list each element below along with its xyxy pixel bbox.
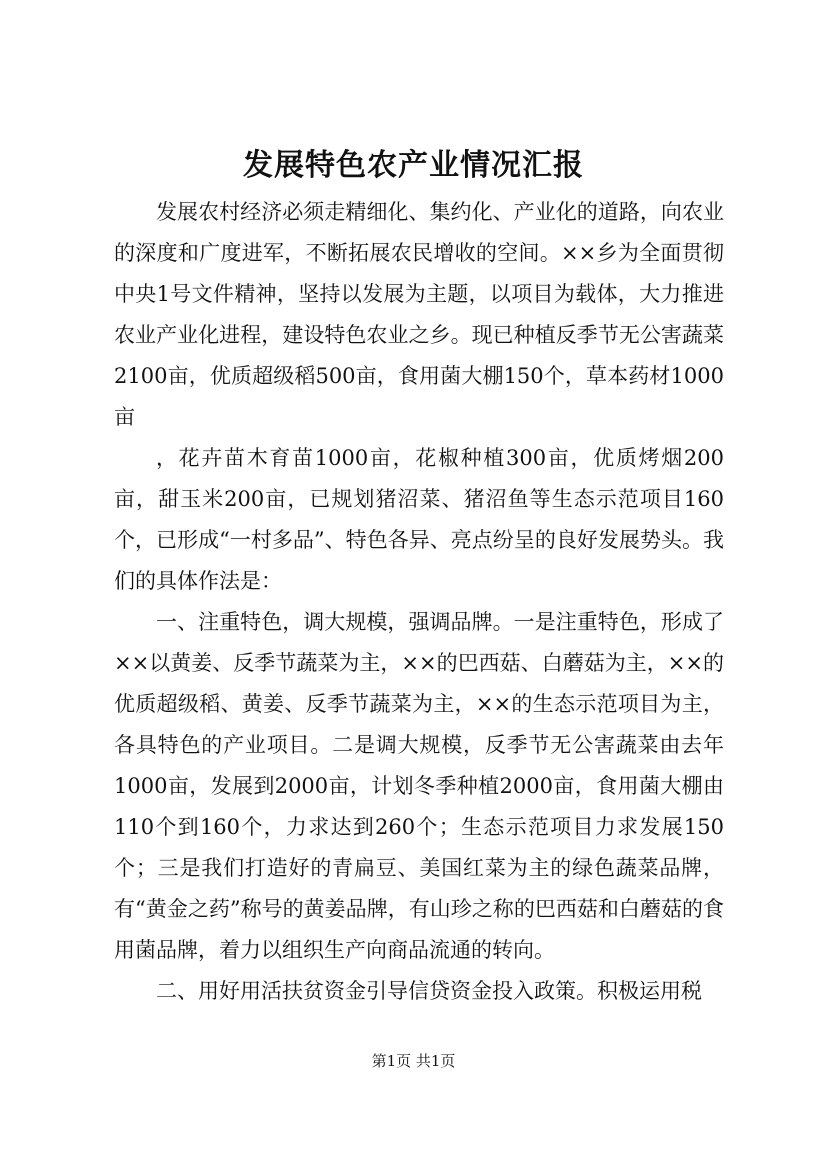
page-footer: 第1页 共1页 [371,1052,456,1070]
document-body [114,192,724,1012]
paragraph: ，花卉苗木育苗1000亩，花椒种植300亩，优质烤烟200亩，甜玉米200亩，已规划猪沼菜、猪沼鱼等生态示范项目160个，已形成“一村多品”、特色各异、亮点纷呈的良好发展势头。我们的具体作法是： [114,446,724,593]
paragraph: 发展农村经济必须走精细化、集约化、产业化的道路，向农业的深度和广度进军，不断拓展农民增收的空间。××乡为全面贯彻中央1号文件精神，坚持以发展为主题，以项目为载体，大力推进农业产业化进程，建设特色农业之乡。现已种植反季节无公害蔬菜2100亩，优质超级稻500亩，食用菌大棚150个，草本药材1000亩 [114,200,724,429]
paragraph: 二、用好用活扶贫资金引导信贷资金投入政策。积极运用税 [156,979,702,1003]
paragraph: 一、注重特色，调大规模，强调品牌。一是注重特色，形成了××以黄姜、反季节蔬菜为主，××的巴西菇、白蘑菇为主，××的优质超级稻、黄姜、反季节蔬菜为主，××的生态示范项目为主，各具特色的产业项目。二是调大规模，反季节无公害蔬菜由去年1000亩，发展到2000亩，计划冬季种植2000亩，食用菌大棚由110个到160个，力求达到260个；生态示范项目力求发展150个；三是我们打造好的青扁豆、美国红菜为主的绿色蔬菜品牌，有“黄金之药”称号的黄姜品牌，有山珍之称的巴西菇和白蘑菇的食用菌品牌，着力以组织生产向商品流通的转向。 [114,610,724,962]
document-title: 发展特色农产业情况汇报 [243,148,584,183]
